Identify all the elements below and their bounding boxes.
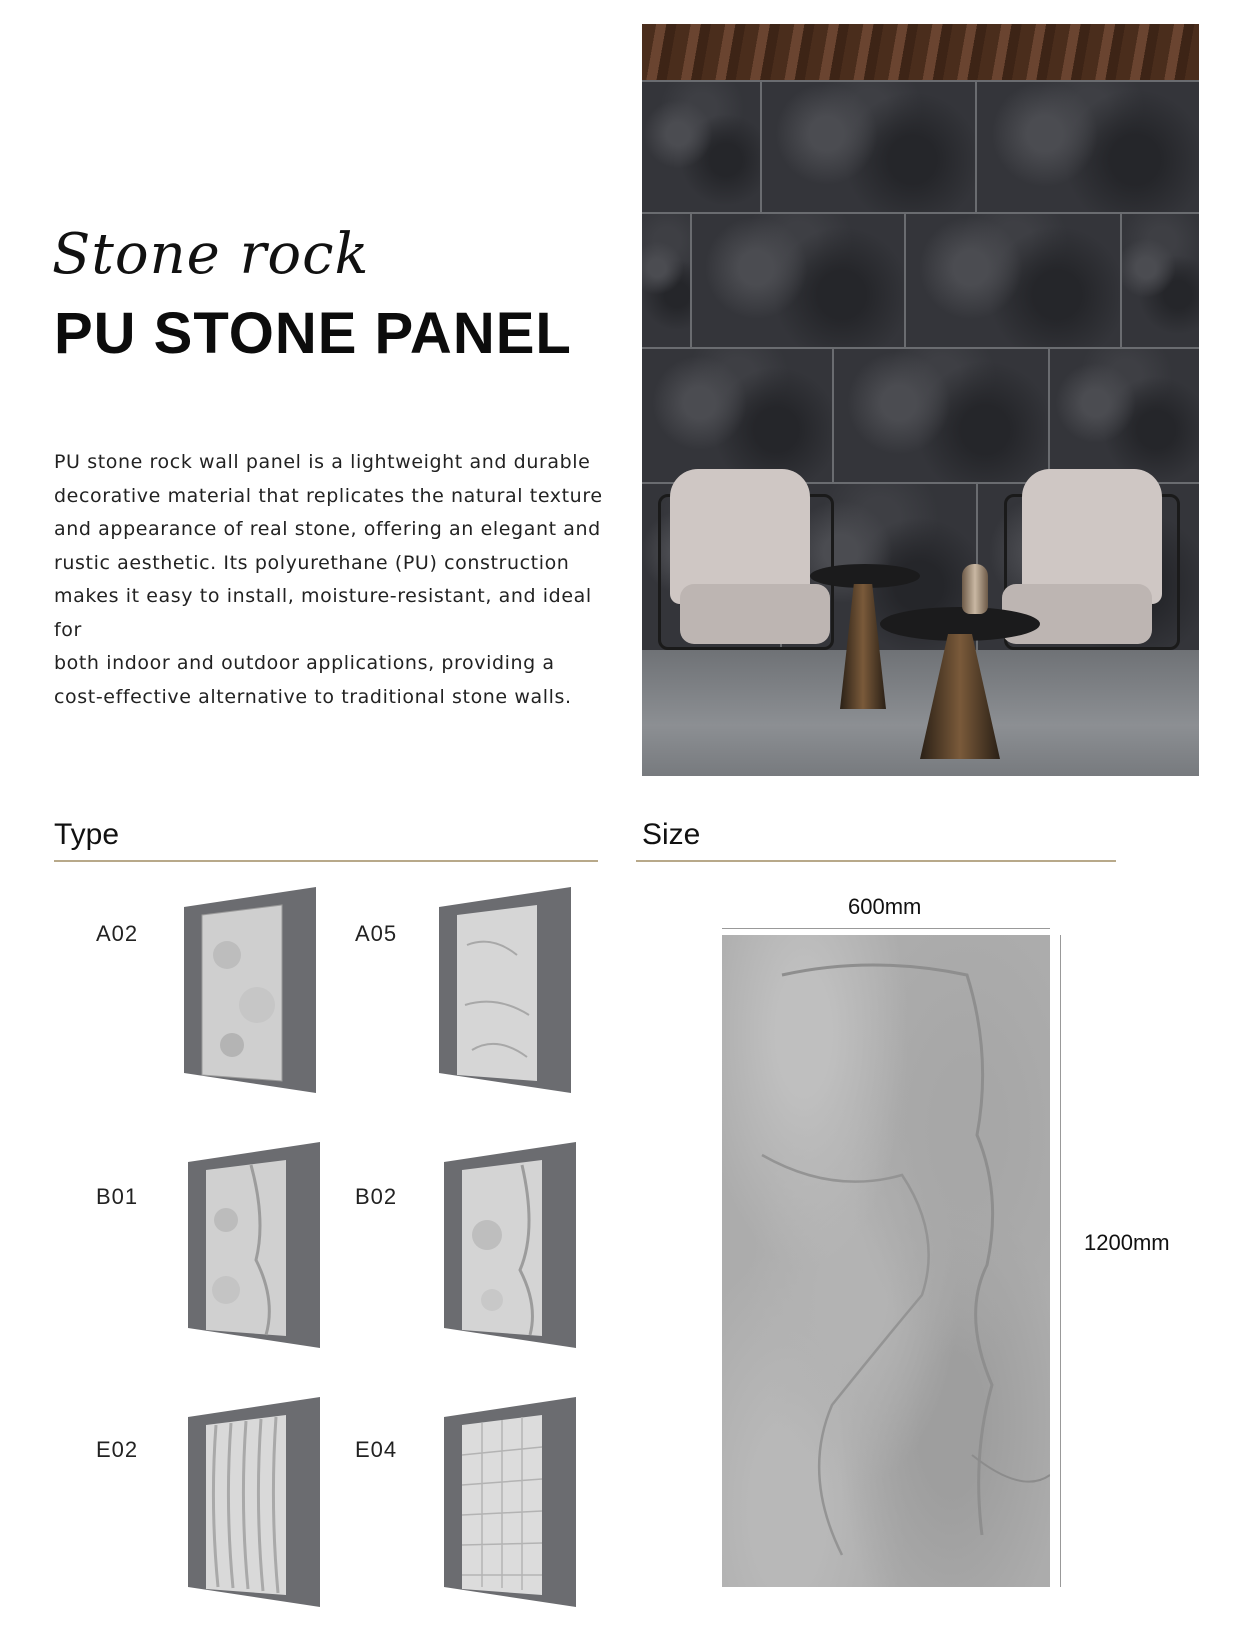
size-section-title: Size: [642, 818, 701, 851]
type-label-a05: A05: [355, 921, 398, 946]
width-dimension-label: 600mm: [848, 894, 922, 919]
panel-thumbnail-b02: [442, 1140, 582, 1350]
panel-thumbnail-e02: [186, 1395, 326, 1610]
width-dimension-line: [722, 928, 1050, 929]
height-dimension-label: 1200mm: [1084, 1230, 1170, 1255]
description-line: PU stone rock wall panel is a lightweight and durable: [54, 451, 591, 473]
panel-thumbnail-e04: [442, 1395, 582, 1610]
type-label-e02: E02: [96, 1437, 139, 1462]
description-line: both indoor and outdoor applications, providing a: [54, 652, 555, 674]
panel-thumbnail-b01: [186, 1140, 326, 1350]
script-title: Stone rock: [52, 222, 370, 287]
description-line: makes it easy to install, moisture-resistant, and ideal for: [54, 585, 592, 641]
description-line: and appearance of real stone, offering an elegant and: [54, 518, 601, 540]
type-label-a02: A02: [96, 921, 139, 946]
description-line: decorative material that replicates the natural texture: [54, 484, 603, 507]
type-section-rule: [54, 860, 598, 862]
description-line: cost-effective alternative to traditional stone walls.: [54, 685, 572, 708]
product-description: [54, 446, 624, 714]
stone-panel-sample: [722, 935, 1050, 1587]
vase: [962, 564, 988, 614]
description-line: rustic aesthetic. Its polyurethane (PU) construction: [54, 551, 570, 574]
panel-thumbnail-a05: [437, 885, 577, 1095]
interior-photo: [642, 24, 1199, 776]
panel-thumbnail-a02: [182, 885, 322, 1095]
size-section-rule: [636, 860, 1116, 862]
page-title: PU STONE PANEL: [54, 301, 572, 366]
type-section-title: Type: [54, 818, 120, 851]
wood-ceiling: [642, 24, 1199, 80]
type-label-b01: B01: [96, 1184, 139, 1209]
height-dimension-line: [1060, 935, 1061, 1587]
type-label-b02: B02: [355, 1184, 398, 1209]
type-label-e04: E04: [355, 1437, 398, 1462]
